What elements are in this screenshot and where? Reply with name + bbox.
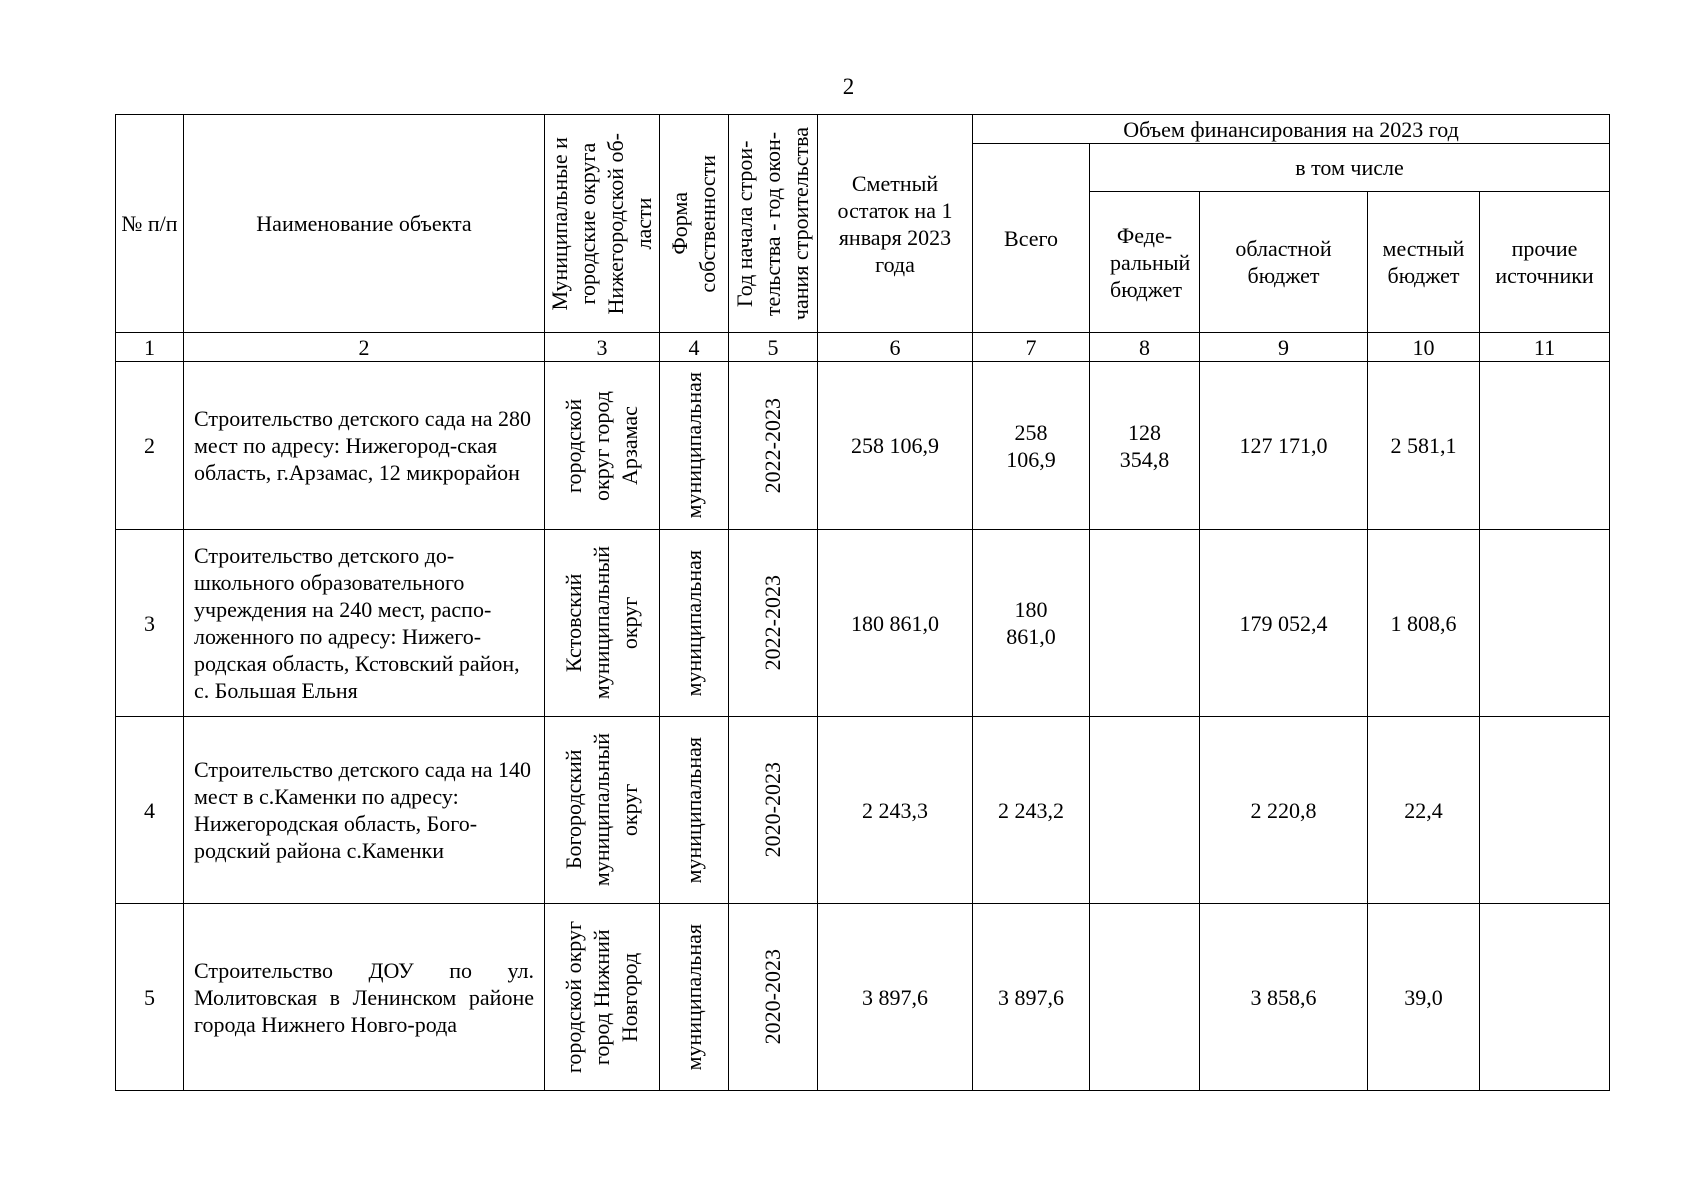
row-estimate: 3 897,6 — [818, 904, 973, 1091]
table-row — [116, 362, 1610, 530]
row-years-text: 2020-2023 — [760, 762, 785, 858]
row-object-name: Строительство детского до-школьного образовательного учреждения на 240 мест, распо-ложенного по адресу: Нижего-родская область, Кстовский район, с. Большая Ельня — [184, 530, 545, 717]
column-number-row — [116, 333, 1610, 362]
table-row — [116, 904, 1610, 1091]
table-row — [116, 717, 1610, 904]
header-regional — [1200, 192, 1368, 333]
row-municipality — [545, 362, 660, 530]
row-ownership-text: муниципальная — [681, 736, 706, 884]
row-object-name: Строительство детского сада на 280 мест по адресу: Нижегород-ская область, г.Арзамас, 12 микрорайон — [184, 362, 545, 530]
row-other — [1480, 904, 1610, 1091]
column-number: 5 — [729, 333, 818, 362]
row-total: 3 897,6 — [973, 904, 1090, 1091]
row-total — [973, 362, 1090, 530]
row-other — [1480, 717, 1610, 904]
row-other — [1480, 362, 1610, 530]
row-municipality — [545, 530, 660, 717]
header-regional-text: областной бюджет — [1235, 236, 1332, 288]
row-ownership — [660, 530, 729, 717]
header-total: Всего — [973, 144, 1090, 333]
row-years — [729, 717, 818, 904]
header-other-text: прочие источники — [1495, 236, 1594, 288]
page-number: 2 — [842, 74, 855, 99]
row-estimate: 180 861,0 — [818, 530, 973, 717]
row-ownership — [660, 362, 729, 530]
row-municipality-text: городской округ город Нижний Новгород — [561, 920, 642, 1074]
row-total-text: 258 106,9 — [1006, 419, 1056, 472]
row-years-text: 2022-2023 — [760, 575, 785, 671]
header-federal-text: Феде-ральный бюджет — [1110, 222, 1191, 302]
header-ownership — [660, 115, 729, 333]
row-ownership-text: муниципальная — [681, 549, 706, 697]
row-municipality-text: Кстовский муниципальный округ — [561, 546, 642, 700]
column-number: 6 — [818, 333, 973, 362]
financing-table — [115, 114, 1610, 1091]
row-total: 2 243,2 — [973, 717, 1090, 904]
column-number: 11 — [1480, 333, 1610, 362]
header-ownership-text: Форма собственности — [667, 154, 720, 293]
row-federal — [1090, 362, 1200, 530]
row-federal — [1090, 530, 1200, 717]
column-number: 1 — [116, 333, 184, 362]
header-years — [729, 115, 818, 333]
row-years — [729, 362, 818, 530]
row-years — [729, 530, 818, 717]
row-municipality-text: городской округ город Арзамас — [561, 390, 642, 501]
header-estimate-text: Сметный остаток на 1 января 2023 года — [837, 170, 953, 277]
row-local: 22,4 — [1368, 717, 1480, 904]
row-years-text: 2022-2023 — [760, 397, 785, 494]
row-other — [1480, 530, 1610, 717]
header-local — [1368, 192, 1480, 333]
row-total-text: 180 861,0 — [1006, 597, 1056, 649]
header-funding: Объем финансирования на 2023 год — [973, 115, 1610, 144]
header-num: № п/п — [116, 115, 184, 333]
row-ownership — [660, 717, 729, 904]
row-municipality-text: Богородский муниципальный округ — [561, 733, 642, 887]
row-ownership-text: муниципальная — [681, 372, 706, 519]
header-other — [1480, 192, 1610, 333]
row-federal — [1090, 904, 1200, 1091]
row-federal — [1090, 717, 1200, 904]
table-row — [116, 530, 1610, 717]
header-including: в том числе — [1090, 144, 1610, 192]
header-municipality — [545, 115, 660, 333]
row-num: 5 — [116, 904, 184, 1091]
row-num: 4 — [116, 717, 184, 904]
header-local-text: местный бюджет — [1382, 236, 1465, 288]
header-estimate — [818, 115, 973, 333]
row-local: 1 808,6 — [1368, 530, 1480, 717]
row-regional: 3 858,6 — [1200, 904, 1368, 1091]
row-num: 3 — [116, 530, 184, 717]
row-years — [729, 904, 818, 1091]
column-number: 9 — [1200, 333, 1368, 362]
row-estimate: 258 106,9 — [818, 362, 973, 530]
row-years-text: 2020-2023 — [760, 949, 785, 1045]
column-number: 3 — [545, 333, 660, 362]
row-estimate: 2 243,3 — [818, 717, 973, 904]
header-federal — [1090, 192, 1200, 333]
row-total — [973, 530, 1090, 717]
row-regional: 2 220,8 — [1200, 717, 1368, 904]
column-number: 7 — [973, 333, 1090, 362]
row-municipality — [545, 904, 660, 1091]
row-municipality — [545, 717, 660, 904]
row-local: 39,0 — [1368, 904, 1480, 1091]
column-number: 4 — [660, 333, 729, 362]
row-federal-text: 128 354,8 — [1119, 419, 1170, 472]
row-object-name: Строительство детского сада на 140 мест в с.Каменки по адресу: Нижегородская область, Бого-родский района с.Каменки — [184, 717, 545, 904]
row-num: 2 — [116, 362, 184, 530]
row-regional: 179 052,4 — [1200, 530, 1368, 717]
column-number: 10 — [1368, 333, 1480, 362]
row-object-name: Строительство ДОУ по ул. Молитовская в Ленинском районе города Нижнего Новго-рода — [184, 904, 545, 1091]
row-ownership-text: муниципальная — [681, 923, 706, 1071]
row-ownership — [660, 904, 729, 1091]
header-years-text: Год начала строи- тельства - год окон- чания строительства — [732, 126, 813, 321]
row-local: 2 581,1 — [1368, 362, 1480, 530]
header-municipality-text: Муниципальные и городские округа Нижегородской об- ласти — [547, 132, 656, 315]
column-number: 2 — [184, 333, 545, 362]
row-regional: 127 171,0 — [1200, 362, 1368, 530]
column-number: 8 — [1090, 333, 1200, 362]
header-name: Наименование объекта — [184, 115, 545, 333]
